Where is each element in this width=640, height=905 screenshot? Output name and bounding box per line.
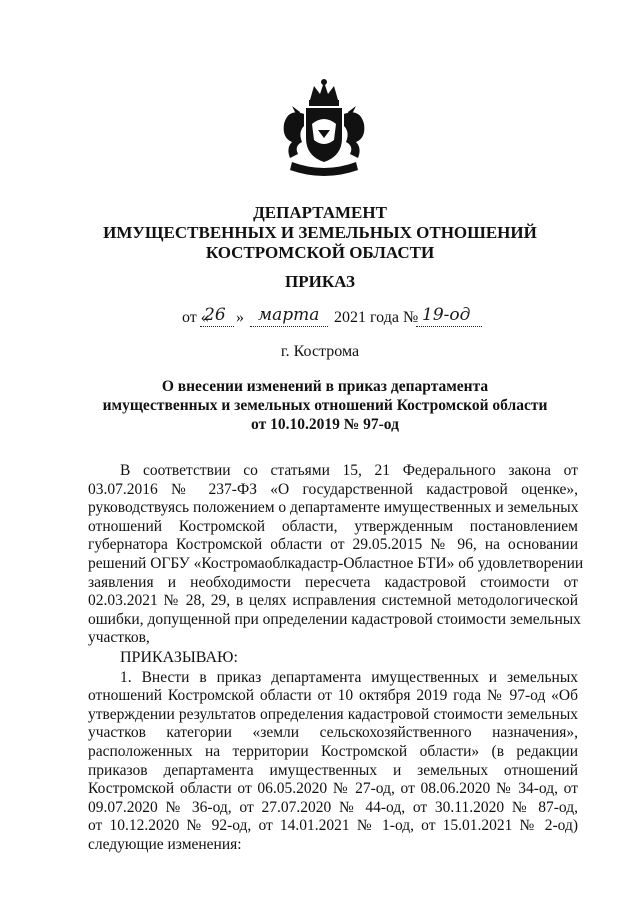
- item-1-line: 1. Внести в приказ департамента имущественных и земельных: [120, 668, 578, 686]
- item-1-line: отношений Костромской области от 10 октября 2019 года № 97-од «Об: [88, 687, 578, 705]
- item-1-line: расположенных на территории Костромской области» (в редакции: [88, 742, 578, 760]
- order-date-line: [160, 304, 500, 336]
- date-month-handwritten: марта: [258, 305, 320, 325]
- item-1-line: утверждении результатов определения кадастровой стоимости земельных: [88, 705, 578, 723]
- subject-line: имущественных и земельных отношений Костромской области: [102, 397, 548, 414]
- preamble-line: В соответствии со статьями 15, 21 Федерального закона от: [120, 462, 578, 479]
- date-year: 2021 года №: [334, 309, 419, 326]
- preamble-line: 02.03.2021 № 28, 29, в целях исправления системной методологической: [88, 592, 578, 610]
- coat-of-arms-emblem: [276, 78, 372, 178]
- item-1-line: следующие изменения:: [88, 835, 242, 853]
- preamble-line: 03.07.2016 № 237-ФЗ «О государственной кадастровой оценке»,: [88, 480, 578, 498]
- order-word: ПРИКАЗЫВАЮ:: [120, 648, 238, 666]
- document-type-title: ПРИКАЗ: [285, 272, 355, 291]
- item-1-line: Костромской области от 06.05.2020 № 27-од, от 08.06.2020 № 34-од, от: [88, 780, 578, 798]
- preamble-line: руководствуясь положением о департаменте имущественных и земельных: [88, 499, 579, 517]
- department-name-line: КОСТРОМСКОЙ ОБЛАСТИ: [205, 243, 435, 262]
- preamble-line: отношений Костромской области, утвержденным постановлением: [88, 517, 578, 535]
- date-day-underline: [200, 326, 234, 327]
- date-day-close-quote: »: [236, 309, 244, 326]
- subject-line: от 10.10.2019 № 97-од: [251, 416, 399, 433]
- preamble-paragraph: [88, 462, 584, 854]
- date-month-underline: [250, 326, 328, 327]
- item-1-line: от 10.12.2020 № 92-од, от 14.01.2021 № 1-од, от 15.01.2021 № 2-од): [88, 817, 578, 835]
- date-prefix: от «: [182, 309, 209, 326]
- preamble-line: участков,: [88, 629, 150, 647]
- city-name: г. Кострома: [280, 343, 360, 360]
- item-1-line: участков категории «земли сельскохозяйственного назначения»,: [88, 724, 578, 742]
- order-subject: [90, 377, 560, 434]
- preamble-line: ошибки, допущенной при определении кадастровой стоимости земельных: [88, 610, 581, 628]
- preamble-line: губернатора Костромской области от 29.05.2015 № 96, на основании: [88, 536, 578, 554]
- order-number-handwritten: 19-од: [422, 305, 471, 325]
- department-name-line: ИМУЩЕСТВЕННЫХ И ЗЕМЕЛЬНЫХ ОТНОШЕНИЙ: [103, 223, 537, 242]
- date-day-handwritten: 26: [204, 305, 226, 325]
- order-number-underline: [416, 326, 482, 327]
- department-name-line: ДЕПАРТАМЕНТ: [253, 203, 387, 222]
- item-1-line: приказов департамента имущественных и земельных отношений: [88, 761, 578, 779]
- subject-line: О внесении изменений в приказ департамента: [161, 378, 489, 395]
- department-name: [0, 203, 640, 263]
- preamble-line: решений ОГБУ «Костромаоблкадастр-Областное БТИ» об удовлетворении: [88, 554, 584, 572]
- item-1-line: 09.07.2020 № 36-од, от 27.07.2020 № 44-од, от 30.11.2020 № 87-од,: [88, 798, 578, 816]
- preamble-line: заявления и необходимости пересчета кадастровой стоимости от: [88, 573, 578, 591]
